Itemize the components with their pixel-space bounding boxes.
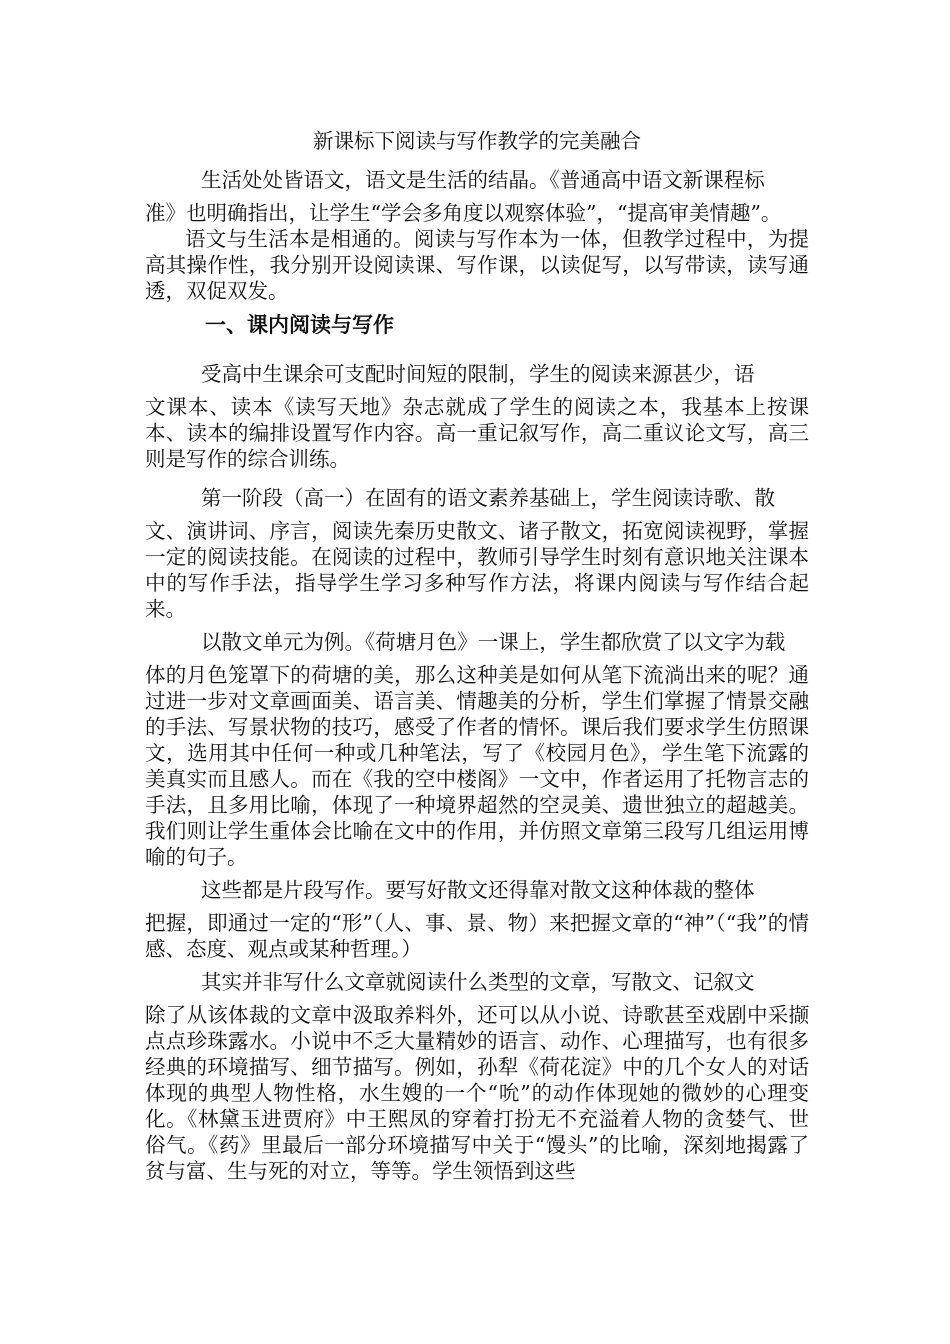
paragraph-4-first-line: 第一阶段（高一）在固有的语文素养基础上，学生阅读诗歌、散 bbox=[201, 486, 775, 510]
paragraph-3 bbox=[145, 354, 809, 472]
paragraph-3-body: 文课本、读本《读写天地》杂志就成了学生的阅读之本，我基本上按课本、读本的编排设置写作内容。高一重记叙写作，高二重议论文写，高三则是写作的综合训练。 bbox=[145, 395, 809, 471]
paragraph-5-body: 体的月色笼罩下的荷塘的美，那么这种美是如何从笔下流淌出来的呢？通过进一步对文章画面美、语言美、情趣美的分析，学生们掌握了情景交融的手法、写景状物的技巧，感受了作者的情怀。课后我们要求学生仿照课文，选用其中任何一种或几种笔法，写了《校园月色》，学生笔下流露的美真实而且感人。而在《我的空中楼阁》一文中，作者运用了托物言志的手法，且多用比喻，体现了一种境界超然的空灵美、遗世独立的超越美。我们则让学生重体会比喻在文中的作用，并仿照文章第三段写几组运用博喻的句子。 bbox=[145, 663, 809, 869]
paragraph-6-body: 把握，即通过一定的“形”（人、事、景、物）来把握文章的“神”（“我”的情感、态度、观点或某种哲理。） bbox=[145, 911, 809, 961]
document-title: 新课标下阅读与写作教学的完美融合 bbox=[313, 129, 641, 153]
paragraph-7-body: 除了从该体裁的文章中汲取养料外，还可以从小说、诗歌甚至戏剧中采撷点点珍珠露水。小说中不乏大量精妙的语言、动作、心理描写，也有很多经典的环境描写、细节描写。例如，孙犁《荷花淀》中的几个女人的对话体现的典型人物性格，水生嫂的一个“吮”的动作体现她的微妙的心理变化。《林黛玉进贾府》中王熙凤的穿着打扮无不充溢着人物的贪婪气、世俗气。《药》里最后一部分环境描写中关于“馒头”的比喻，深刻地揭露了贫与富、生与死的对立，等等。学生领悟到这些 bbox=[145, 1003, 809, 1183]
paragraph-2: 语文与生活本是相通的。阅读与写作本为一体，但教学过程中，为提高其操作性，我分别开设阅读课、写作课，以读促写，以写带读，读写通透，双促双发。 bbox=[145, 227, 809, 303]
paragraph-7-first-line: 其实并非写什么文章就阅读什么类型的文章，写散文、记叙文 bbox=[201, 970, 755, 994]
paragraph-6 bbox=[145, 870, 809, 962]
paragraph-4-body: 文、演讲词、序言，阅读先秦历史散文、诸子散文，拓宽阅读视野，掌握一定的阅读技能。在阅读的过程中，教师引导学生时刻有意识地关注课本中的写作手法，指导学生学习多种写作方法，将课内阅读与写作结合起来。 bbox=[145, 519, 809, 621]
paragraph-5-first-line: 以散文单元为例。《荷塘月色》一课上，学生都欣赏了以文字为载 bbox=[201, 630, 786, 654]
paragraph-4 bbox=[145, 478, 809, 622]
paragraph-1 bbox=[145, 160, 809, 226]
paragraph-5 bbox=[145, 622, 809, 870]
paragraph-7 bbox=[145, 962, 809, 1184]
section-heading: 一、课内阅读与写作 bbox=[205, 313, 394, 337]
document-page bbox=[145, 128, 809, 1184]
paragraph-1-first-line: 生活处处皆语文，语文是生活的结晶。《普通高中语文新课程标 bbox=[201, 168, 765, 192]
paragraph-1-body: 准》也明确指出，让学生“学会多角度以观察体验”，“提高审美情趣”。 bbox=[145, 201, 782, 225]
paragraph-6-first-line: 这些都是片段写作。要写好散文还得靠对散文这种体裁的整体 bbox=[201, 878, 755, 902]
paragraph-3-first-line: 受高中生课余可支配时间短的限制，学生的阅读来源甚少，语 bbox=[201, 362, 755, 386]
